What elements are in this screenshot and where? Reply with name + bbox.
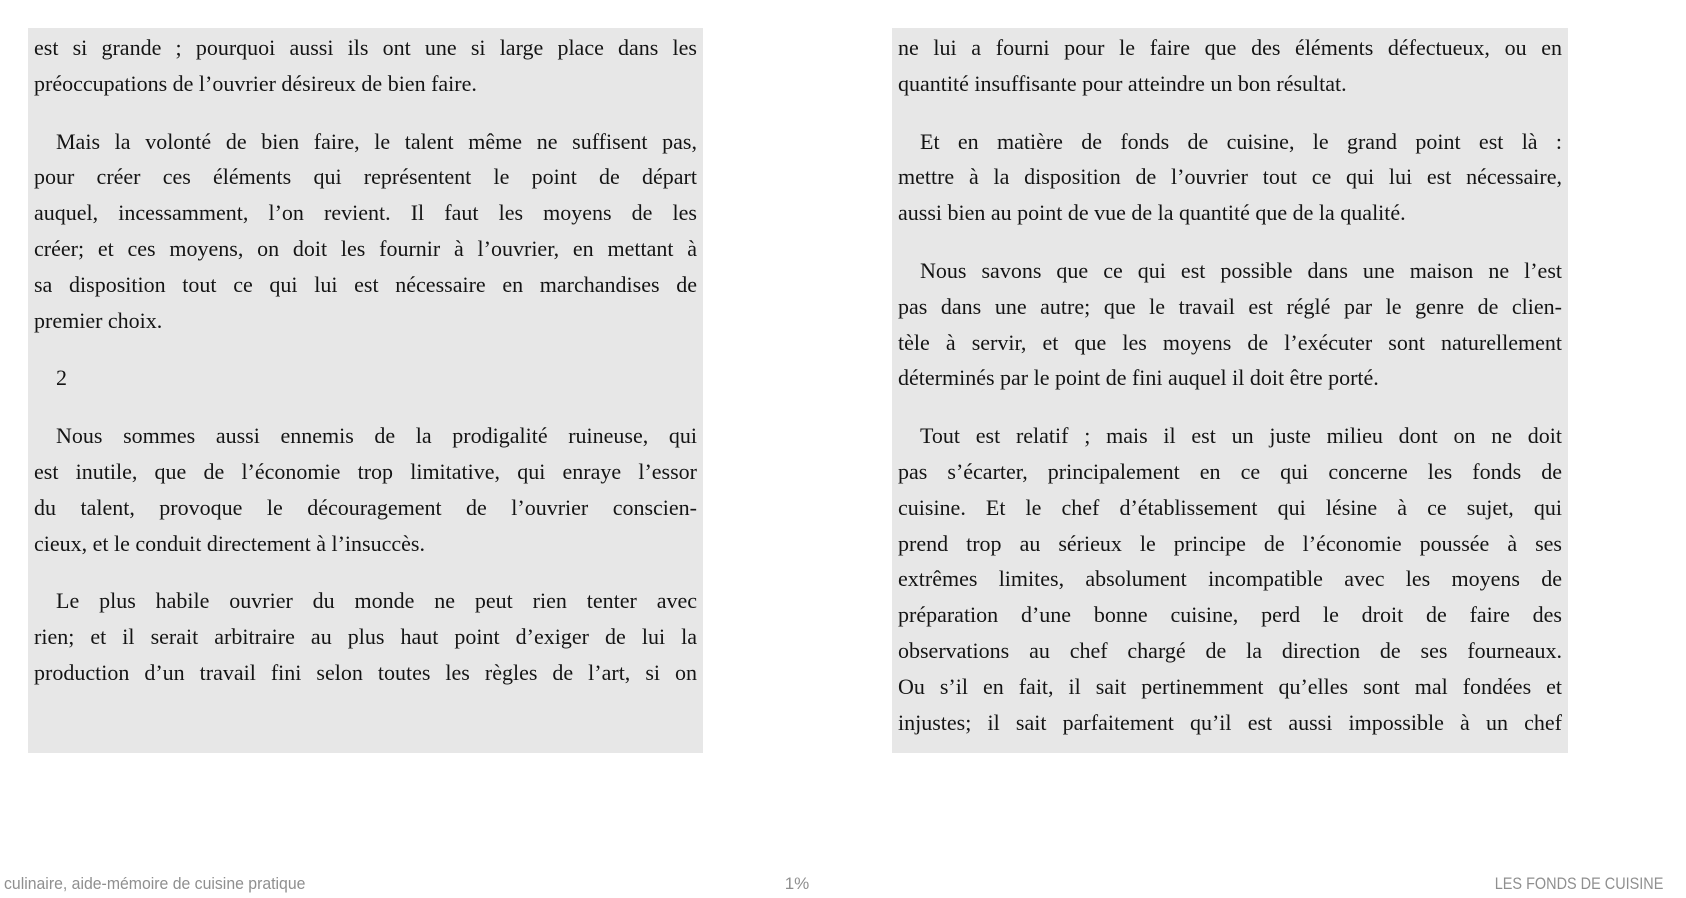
paragraph (898, 30, 1562, 102)
text-line: ne lui a fourni pour le faire que des éléments défectueux, ou en (898, 35, 1562, 60)
text-line: Nous sommes aussi ennemis de la prodigalité ruineuse, qui (56, 423, 697, 449)
paragraph (898, 418, 1562, 740)
footer-book-title: culinaire, aide-mémoire de cuisine pratique (4, 874, 306, 893)
text-line: Ou s’il en fait, il sait pertinemment qu’elles sont mal fondées et (898, 673, 1562, 699)
text-line: Nous savons que ce qui est possible dans une maison ne l’est (920, 257, 1562, 283)
text-line: prend trop au sérieux le principe de l’économie poussée à ses (898, 530, 1562, 556)
text-line: premier choix. (34, 307, 163, 333)
text-line: auquel, incessamment, l’on revient. Il faut les moyens de les (34, 200, 697, 226)
page-column-left (28, 28, 703, 753)
text-line: préparation d’une bonne cuisine, perd le droit de faire des (898, 602, 1562, 628)
text-line: aussi bien au point de vue de la quantité que de la qualité. (898, 200, 1406, 226)
text-line: Mais la volonté de bien faire, le talent même ne suffisent pas, (56, 128, 697, 154)
text-line: tèle à servir, et que les moyens de l’exécuter sont naturellement (898, 329, 1562, 355)
footer-section-title: LES FONDS DE CUISINE (1494, 874, 1663, 893)
text-line: mettre à la disposition de l’ouvrier tout ce qui lui est nécessaire, (898, 164, 1562, 190)
paragraph (34, 583, 697, 690)
paragraph (898, 124, 1562, 231)
text-line: quantité insuffisante pour atteindre un bon résultat. (898, 70, 1347, 96)
text-line: est inutile, que de l’économie trop limitative, qui enraye l’essor (34, 458, 697, 484)
text-line: injustes; il sait parfaitement qu’il est aussi impossible à un chef (898, 709, 1562, 735)
paragraph (898, 253, 1562, 396)
text-line: extrêmes limites, absolument incompatible avec les moyens de (898, 566, 1562, 592)
text-line: du talent, provoque le découragement de l’ouvrier conscien- (34, 494, 697, 520)
paragraph (34, 360, 697, 396)
text-line: est si grande ; pourquoi aussi ils ont une si large place dans les (34, 35, 697, 60)
text-line: cieux, et le conduit directement à l’insuccès. (34, 530, 425, 556)
text-line: pour créer ces éléments qui représentent le point de départ (34, 164, 697, 190)
text-line: observations au chef chargé de la direction de ses fourneaux. (898, 637, 1562, 663)
page-column-right (892, 28, 1568, 753)
text-line: Le plus habile ouvrier du monde ne peut rien tenter avec (56, 588, 697, 614)
paragraph (34, 30, 697, 102)
paragraph (34, 418, 697, 561)
text-line: production d’un travail fini selon toutes les règles de l’art, si on (34, 659, 697, 685)
text-line: pas s’écarter, principalement en ce qui concerne les fonds de (898, 458, 1562, 484)
text-line: sa disposition tout ce qui lui est nécessaire en marchandises de (34, 271, 697, 297)
footer-progress: 1% (784, 874, 810, 893)
text-line: pas dans une autre; que le travail est réglé par le genre de clien- (898, 293, 1562, 319)
paragraph (34, 124, 697, 339)
text-line: déterminés par le point de fini auquel il doit être porté. (898, 365, 1379, 391)
text-line: cuisine. Et le chef d’établissement qui lésine à ce sujet, qui (898, 494, 1562, 520)
text-line: préoccupations de l’ouvrier désireux de bien faire. (34, 70, 477, 96)
text-line: Et en matière de fonds de cuisine, le grand point est là : (920, 128, 1562, 154)
footer-bar (0, 872, 1686, 898)
text-line: créer; et ces moyens, on doit les fournir à l’ouvrier, en mettant à (34, 235, 697, 261)
text-line: rien; et il serait arbitraire au plus haut point d’exiger de lui la (34, 624, 697, 650)
text-line: Tout est relatif ; mais il est un juste milieu dont on ne doit (920, 423, 1562, 449)
text-line: 2 (56, 365, 67, 391)
